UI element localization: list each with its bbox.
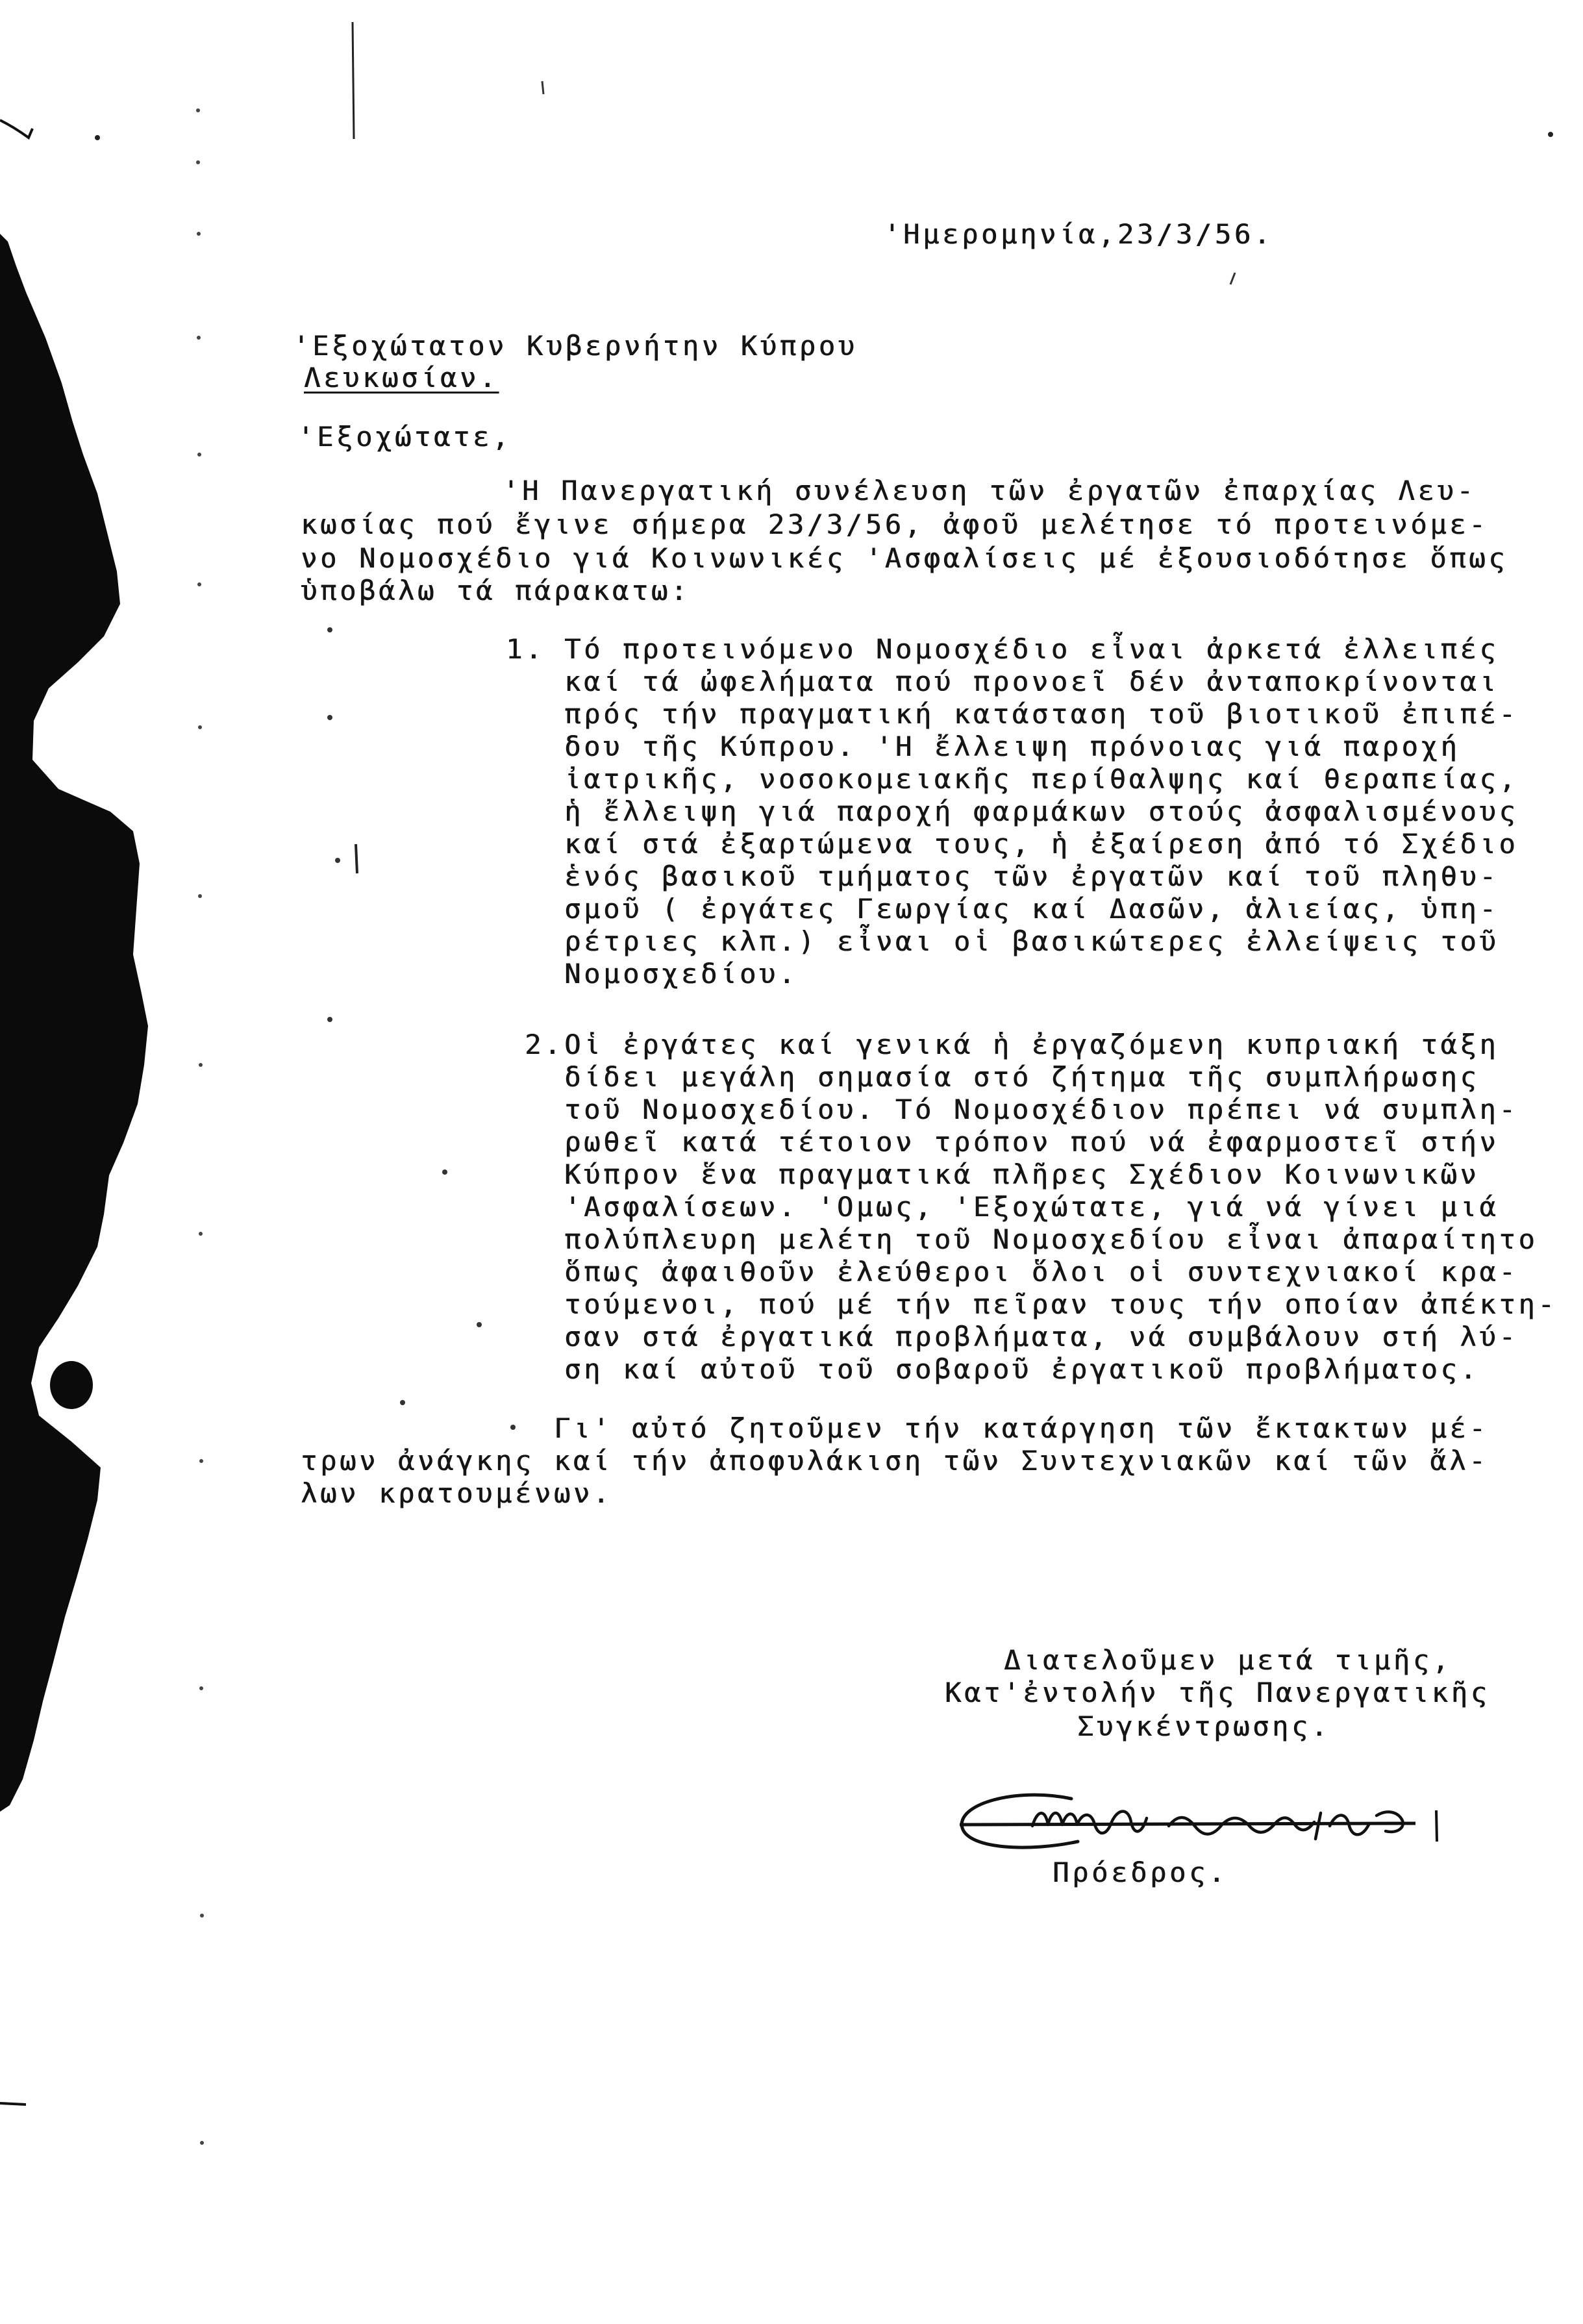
scan-speck — [199, 1686, 203, 1690]
signature-stroke — [962, 1795, 1078, 1847]
item-line: ση καί αὐτοῦ τοῦ σοβαροῦ ἐργατικοῦ προβλήματος. — [564, 1353, 1480, 1385]
scan-speck — [199, 1063, 203, 1067]
mandate-line: Κατ'ἐντολήν τῆς Πανεργατικῆς — [945, 1677, 1490, 1708]
signatory-title: Πρόεδρος. — [1053, 1856, 1228, 1888]
scan-speck — [542, 81, 543, 94]
signature-stroke — [1315, 1812, 1403, 1839]
scan-speck — [197, 336, 201, 340]
item-line: ἑνός βασικοῦ τμήματος τῶν ἐργατῶν καί τοῦ πληθυ- — [564, 860, 1499, 892]
item-line: δίδει μεγάλη σημασία στό ζήτημα τῆς συμπλήρωσης — [564, 1061, 1480, 1093]
scan-speck — [199, 1459, 203, 1463]
scan-speck — [477, 1322, 482, 1327]
scan-speck — [197, 582, 201, 586]
letter-date: 'Ημερομηνία,23/3/56. — [884, 218, 1273, 250]
scan-speck — [510, 1425, 516, 1430]
scan-speck — [327, 1017, 332, 1022]
item-line: σμοῦ ( ἐργάτες Γεωργίας καί Δασῶν, ἁλιείας, ὑπη- — [564, 893, 1499, 925]
scan-speck — [327, 627, 332, 632]
scan-speck — [197, 453, 201, 456]
item-line: καί τά ὠφελήματα πού προνοεῖ δέν ἀνταποκρίνονται — [564, 666, 1499, 697]
item-line: τούμενοι, πού μέ τήν πεῖραν τους τήν οποίαν ἀπέκτη- — [564, 1288, 1558, 1320]
scan-speck — [327, 715, 332, 720]
signature-line — [960, 1823, 1415, 1825]
closing-line: Γι' αὐτό ζητοῦμεν τήν κατάργηση τῶν ἔκτακτων μέ- — [554, 1412, 1489, 1444]
scan-speck — [197, 232, 201, 236]
item-line: Τό προτεινόμενο Νομοσχέδιο εἶναι ἀρκετά ἐλλειπές — [564, 633, 1499, 665]
item-line: πολύπλευρη μελέτη τοῦ Νομοσχεδίου εἶναι ἀπαραίτητο — [564, 1223, 1538, 1255]
intro-line: κωσίας πού ἔγινε σήμερα 23/3/56, ἀφοῦ μελέτησε τό προτεινόμε- — [301, 508, 1489, 540]
item-line: Οἱ ἐργάτες καί γενικά ἡ ἐργαζόμενη κυπριακή τάξη — [564, 1029, 1499, 1060]
closing-line: λων κρατουμένων. — [301, 1477, 612, 1509]
item-line: ἡ ἔλλειψη γιά παροχή φαρμάκων στούς ἀσφαλισμένους — [564, 795, 1519, 827]
closing-line: τρων ἀνάγκης καί τήν ἀποφυλάκιση τῶν Συντεχνιακῶν καί τῶν ἄλ- — [301, 1445, 1489, 1477]
scan-speck — [196, 160, 200, 164]
item-line: δου τῆς Κύπρου. 'Η ἔλλειψη πρόνοιας γιά παροχή — [564, 731, 1460, 762]
punch-hole-mark — [50, 1361, 93, 1409]
item-line: Κύπρον ἕνα πραγματικά πλῆρες Σχέδιον Κοινωνικῶν — [564, 1158, 1480, 1190]
scan-speck — [198, 894, 202, 898]
signature-stroke — [1169, 1818, 1314, 1834]
intro-line: ὑποβάλω τά πάρακατω: — [301, 575, 690, 606]
signature-tick — [1436, 1810, 1437, 1842]
recipient-city: Λευκωσίαν. — [304, 362, 499, 394]
scan-speck — [200, 1914, 204, 1918]
scan-speck — [198, 725, 202, 729]
item-line: ὅπως ἀφαιθοῦν ἐλεύθεροι ὅλοι οἱ συντεχνιακοί κρα- — [564, 1256, 1519, 1288]
complimentary-close: Διατελοῦμεν μετά τιμῆς, — [1004, 1644, 1452, 1676]
item-number: 1. — [506, 633, 545, 665]
item-line: ρωθεῖ κατά τέτοιον τρόπον πού νά ἐφαρμοστεῖ στήν — [564, 1126, 1499, 1158]
item-line: ρέτριες κλπ.) εἶναι οἱ βασικώτερες ἐλλείψεις τοῦ — [564, 925, 1499, 957]
organization-line: Συγκέντρωσης. — [1077, 1710, 1330, 1742]
item-line: Νομοσχεδίου. — [564, 958, 798, 990]
item-line: τοῦ Νομοσχεδίου. Τό Νομοσχέδιον πρέπει νά συμπλη- — [564, 1093, 1519, 1125]
intro-line: νο Νομοσχέδιο γιά Κοινωνικές 'Ασφαλίσεις μέ ἐξουσιοδότησε ὅπως — [301, 542, 1508, 574]
salutation: 'Εξοχώτατε, — [297, 421, 512, 453]
scan-speck — [0, 120, 32, 138]
item-line: πρός τήν πραγματική κατάσταση τοῦ βιοτικοῦ ἐπιπέ- — [564, 698, 1519, 730]
scan-speck — [0, 2103, 26, 2105]
item-line: σαν στά ἐργατικά προβλήματα, νά συμβάλουν στή λύ- — [564, 1321, 1519, 1353]
scan-speck — [95, 135, 100, 140]
recipient-title: 'Εξοχώτατον Κυβερνήτην Κύπρου — [293, 330, 858, 362]
item-line: ἰατρικῆς, νοσοκομειακῆς περίθαλψης καί θεραπείας, — [564, 763, 1519, 795]
scan-speck — [442, 1169, 447, 1175]
scan-speck — [199, 1232, 203, 1236]
scan-speck — [356, 844, 357, 873]
scan-speck — [1548, 132, 1553, 137]
intro-line: 'Η Πανεργατική συνέλευση τῶν ἐργατῶν ἐπαρχίας Λευ- — [503, 475, 1477, 506]
item-line: καί στά ἐξαρτώμενα τους, ἡ ἐξαίρεση ἀπό τό Σχέδιο — [564, 828, 1519, 860]
scan-speck — [400, 1400, 405, 1405]
item-number: 2. — [525, 1029, 564, 1060]
signature-stroke — [1032, 1812, 1147, 1834]
scan-speck — [1230, 273, 1235, 284]
scan-speck — [353, 22, 354, 139]
item-line: 'Ασφαλίσεων. 'Ομως, 'Εξοχώτατε, γιά νά γίνει μιά — [564, 1191, 1499, 1223]
scan-speck — [335, 858, 340, 863]
scan-speck — [200, 2141, 204, 2145]
scan-speck — [196, 108, 200, 112]
scan-edge-shadow — [0, 234, 148, 1812]
